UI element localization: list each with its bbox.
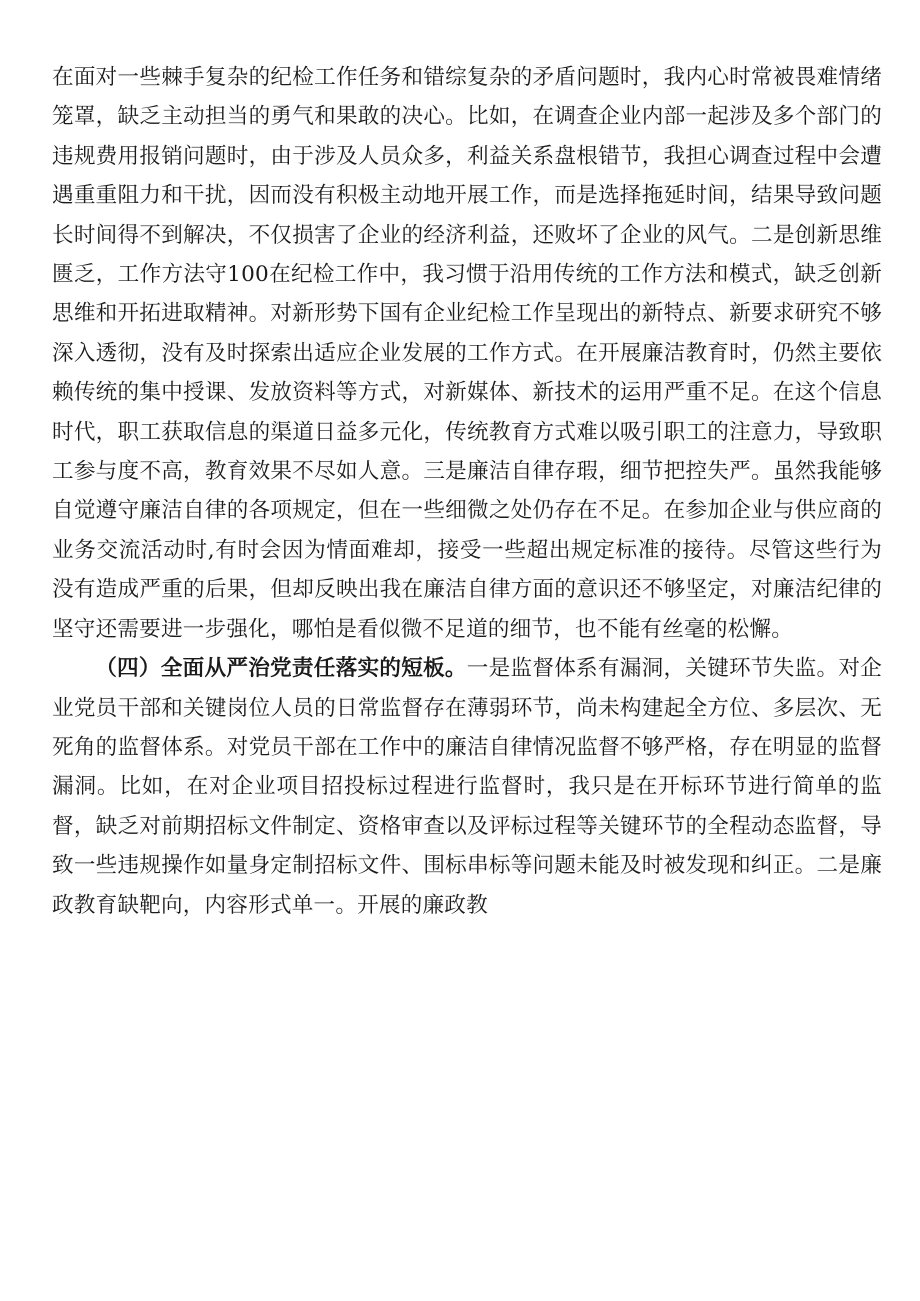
document-body <box>52 58 882 925</box>
paragraph-1-text: 在面对一些棘手复杂的纪检工作任务和错综复杂的矛盾问题时，我内心时常被畏难情绪笼罩，缺乏主动担当的勇气和果敢的决心。比如，在调查企业内部一起涉及多个部门的违规费用报销问题时，由于涉及人员众多，利益关系盘根错节，我担心调查过程中会遭遇重重阻力和干扰，因而没有积极主动地开展工作，而是选择拖延时间，结果导致问题长时间得不到解决，不仅损害了企业的经济利益，还败坏了企业的风气。二是创新思维匮乏，工作方法守100在纪检工作中，我习惯于沿用传统的工作方法和模式，缺乏创新思维和开拓进取精神。对新形势下国有企业纪检工作呈现出的新特点、新要求研究不够深入透彻，没有及时探索出适应企业发展的工作方式。在开展廉洁教育时，仍然主要依赖传统的集中授课、发放资料等方式，对新媒体、新技术的运用严重不足。在这个信息时代，职工获取信息的渠道日益多元化，传统教育方式难以吸引职工的注意力，导致职工参与度不高，教育效果不尽如人意。三是廉洁自律存瑕，细节把控失严。虽然我能够自觉遵守廉洁自律的各项规定，但在一些细微之处仍存在不足。在参加企业与供应商的业务交流活动时,有时会因为情面难却，接受一些超出规定标准的接待。尽管这些行为没有造成严重的后果，但却反映出我在廉洁自律方面的意识还不够坚定，对廉洁纪律的坚守还需要进一步强化，哪怕是看似微不足道的细节，也不能有丝毫的松懈。 <box>52 65 882 642</box>
section-heading-four: （四）全面从严治党责任落实的短板。 <box>95 656 467 682</box>
paragraph-2 <box>52 649 882 925</box>
paragraph-2-text: 一是监督体系有漏洞，关键环节失监。对企业党员干部和关键岗位人员的日常监督存在薄弱环节，尚未构建起全方位、多层次、无死角的监督体系。对党员干部在工作中的廉洁自律情况监督不够严格，存在明显的监督漏洞。比如，在对企业项目招投标过程进行监督时，我只是在开标环节进行简单的监督，缺乏对前期招标文件制定、资格审查以及评标过程等关键环节的全程动态监督，导致一些违规操作如量身定制招标文件、围标串标等问题未能及时被发现和纠正。二是廉政教育缺靶向，内容形式单一。开展的廉政教 <box>52 656 882 918</box>
paragraph-1 <box>52 58 882 649</box>
